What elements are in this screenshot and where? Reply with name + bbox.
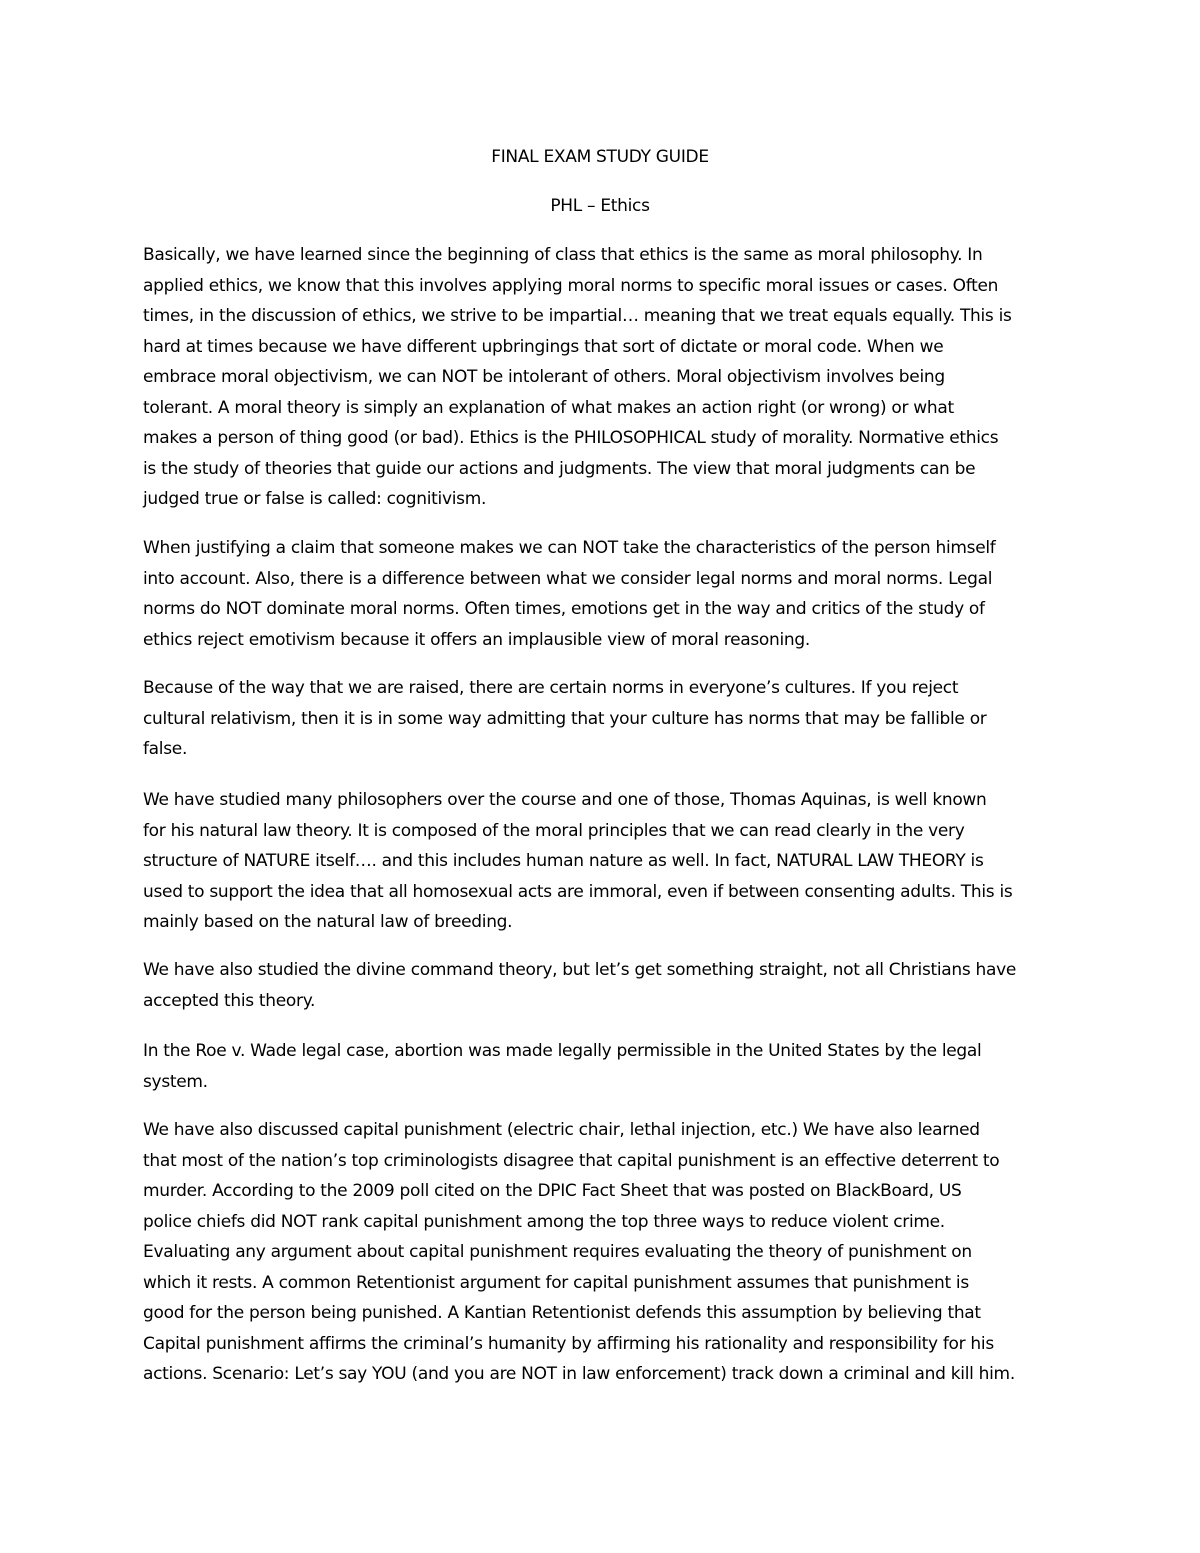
- paragraph-line: Evaluating any argument about capital punishment requires evaluating the theory of punishment on: [143, 1242, 972, 1262]
- paragraph-line: norms do NOT dominate moral norms. Often times, emotions get in the way and critics of the study of: [143, 599, 985, 619]
- paragraph-line: which it rests. A common Retentionist argument for capital punishment assumes that punishment is: [143, 1272, 969, 1293]
- paragraph-line: applied ethics, we know that this involves applying moral norms to specific moral issues or cases. Often: [143, 275, 999, 296]
- paragraph-line: false.: [143, 739, 188, 759]
- paragraph-2: [143, 533, 1083, 655]
- paragraph-line: into account. Also, there is a difference between what we consider legal norms and moral norms. Legal: [143, 568, 993, 589]
- paragraph-3: [143, 673, 1083, 765]
- paragraph-line: hard at times because we have different upbringings that sort of dictate or moral code. When we: [143, 336, 944, 357]
- paragraph-6: [143, 1036, 1083, 1097]
- paragraph-line: times, in the discussion of ethics, we strive to be impartial… meaning that we treat equals equally. This is: [143, 306, 1012, 326]
- paragraph-line: police chiefs did NOT rank capital punishment among the top three ways to reduce violent crime.: [143, 1211, 945, 1232]
- paragraph-line: We have also discussed capital punishment (electric chair, lethal injection, etc.) We have also learned: [143, 1120, 980, 1140]
- paragraph-line: ethics reject emotivism because it offers an implausible view of moral reasoning.: [143, 629, 810, 650]
- document-title: FINAL EXAM STUDY GUIDE: [491, 147, 709, 167]
- paragraph-line: good for the person being punished. A Kantian Retentionist defends this assumption by believing that: [143, 1303, 981, 1323]
- paragraph-line: Capital punishment affirms the criminal’s humanity by affirming his rationality and responsibility for his: [143, 1333, 994, 1354]
- paragraph-line: that most of the nation’s top criminologists disagree that capital punishment is an effective deterrent to: [143, 1150, 1000, 1171]
- paragraph-7: [143, 1115, 1083, 1390]
- paragraph-line: Basically, we have learned since the beginning of class that ethics is the same as moral philosophy. In: [143, 245, 983, 265]
- paragraph-line: system.: [143, 1071, 208, 1092]
- paragraph-line: tolerant. A moral theory is simply an explanation of what makes an action right (or wrong) or what: [143, 397, 954, 418]
- paragraph-line: In the Roe v. Wade legal case, abortion was made legally permissible in the United States by the legal: [143, 1041, 982, 1061]
- paragraph-line: embrace moral objectivism, we can NOT be intolerant of others. Moral objectivism involves being: [143, 367, 945, 387]
- paragraph-line: cultural relativism, then it is in some way admitting that your culture has norms that may be fallible or: [143, 708, 987, 729]
- paragraph-line: structure of NATURE itself…. and this includes human nature as well. In fact, NATURAL LAW THEORY is: [143, 851, 984, 871]
- paragraph-line: mainly based on the natural law of breeding.: [143, 912, 513, 932]
- paragraph-line: Because of the way that we are raised, there are certain norms in everyone’s cultures. If you reject: [143, 678, 959, 698]
- paragraph-line: judged true or false is called: cognitivism.: [143, 489, 487, 509]
- paragraph-line: When justifying a claim that someone makes we can NOT take the characteristics of the person himself: [143, 538, 996, 558]
- paragraph-line: for his natural law theory. It is composed of the moral principles that we can read clearly in the very: [143, 820, 965, 841]
- paragraph-line: murder. According to the 2009 poll cited on the DPIC Fact Sheet that was posted on BlackBoard, US: [143, 1181, 962, 1201]
- paragraph-line: is the study of theories that guide our actions and judgments. The view that moral judgments can be: [143, 458, 976, 479]
- paragraph-line: We have studied many philosophers over the course and one of those, Thomas Aquinas, is well known: [143, 790, 987, 810]
- paragraph-line: makes a person of thing good (or bad). Ethics is the PHILOSOPHICAL study of morality. Normative ethics: [143, 428, 999, 448]
- paragraph-line: actions. Scenario: Let’s say YOU (and you are NOT in law enforcement) track down a criminal and kill him.: [143, 1364, 1015, 1384]
- paragraph-5: [143, 955, 1083, 1016]
- paragraph-line: used to support the idea that all homosexual acts are immoral, even if between consenting adults. This is: [143, 881, 1013, 902]
- paragraph-1: [143, 240, 1083, 515]
- paragraph-line: accepted this theory.: [143, 990, 316, 1011]
- document-subtitle: PHL – Ethics: [550, 196, 650, 216]
- paragraph-4: [143, 785, 1083, 938]
- paragraph-line: We have also studied the divine command theory, but let’s get something straight, not all Christians have: [143, 960, 1017, 980]
